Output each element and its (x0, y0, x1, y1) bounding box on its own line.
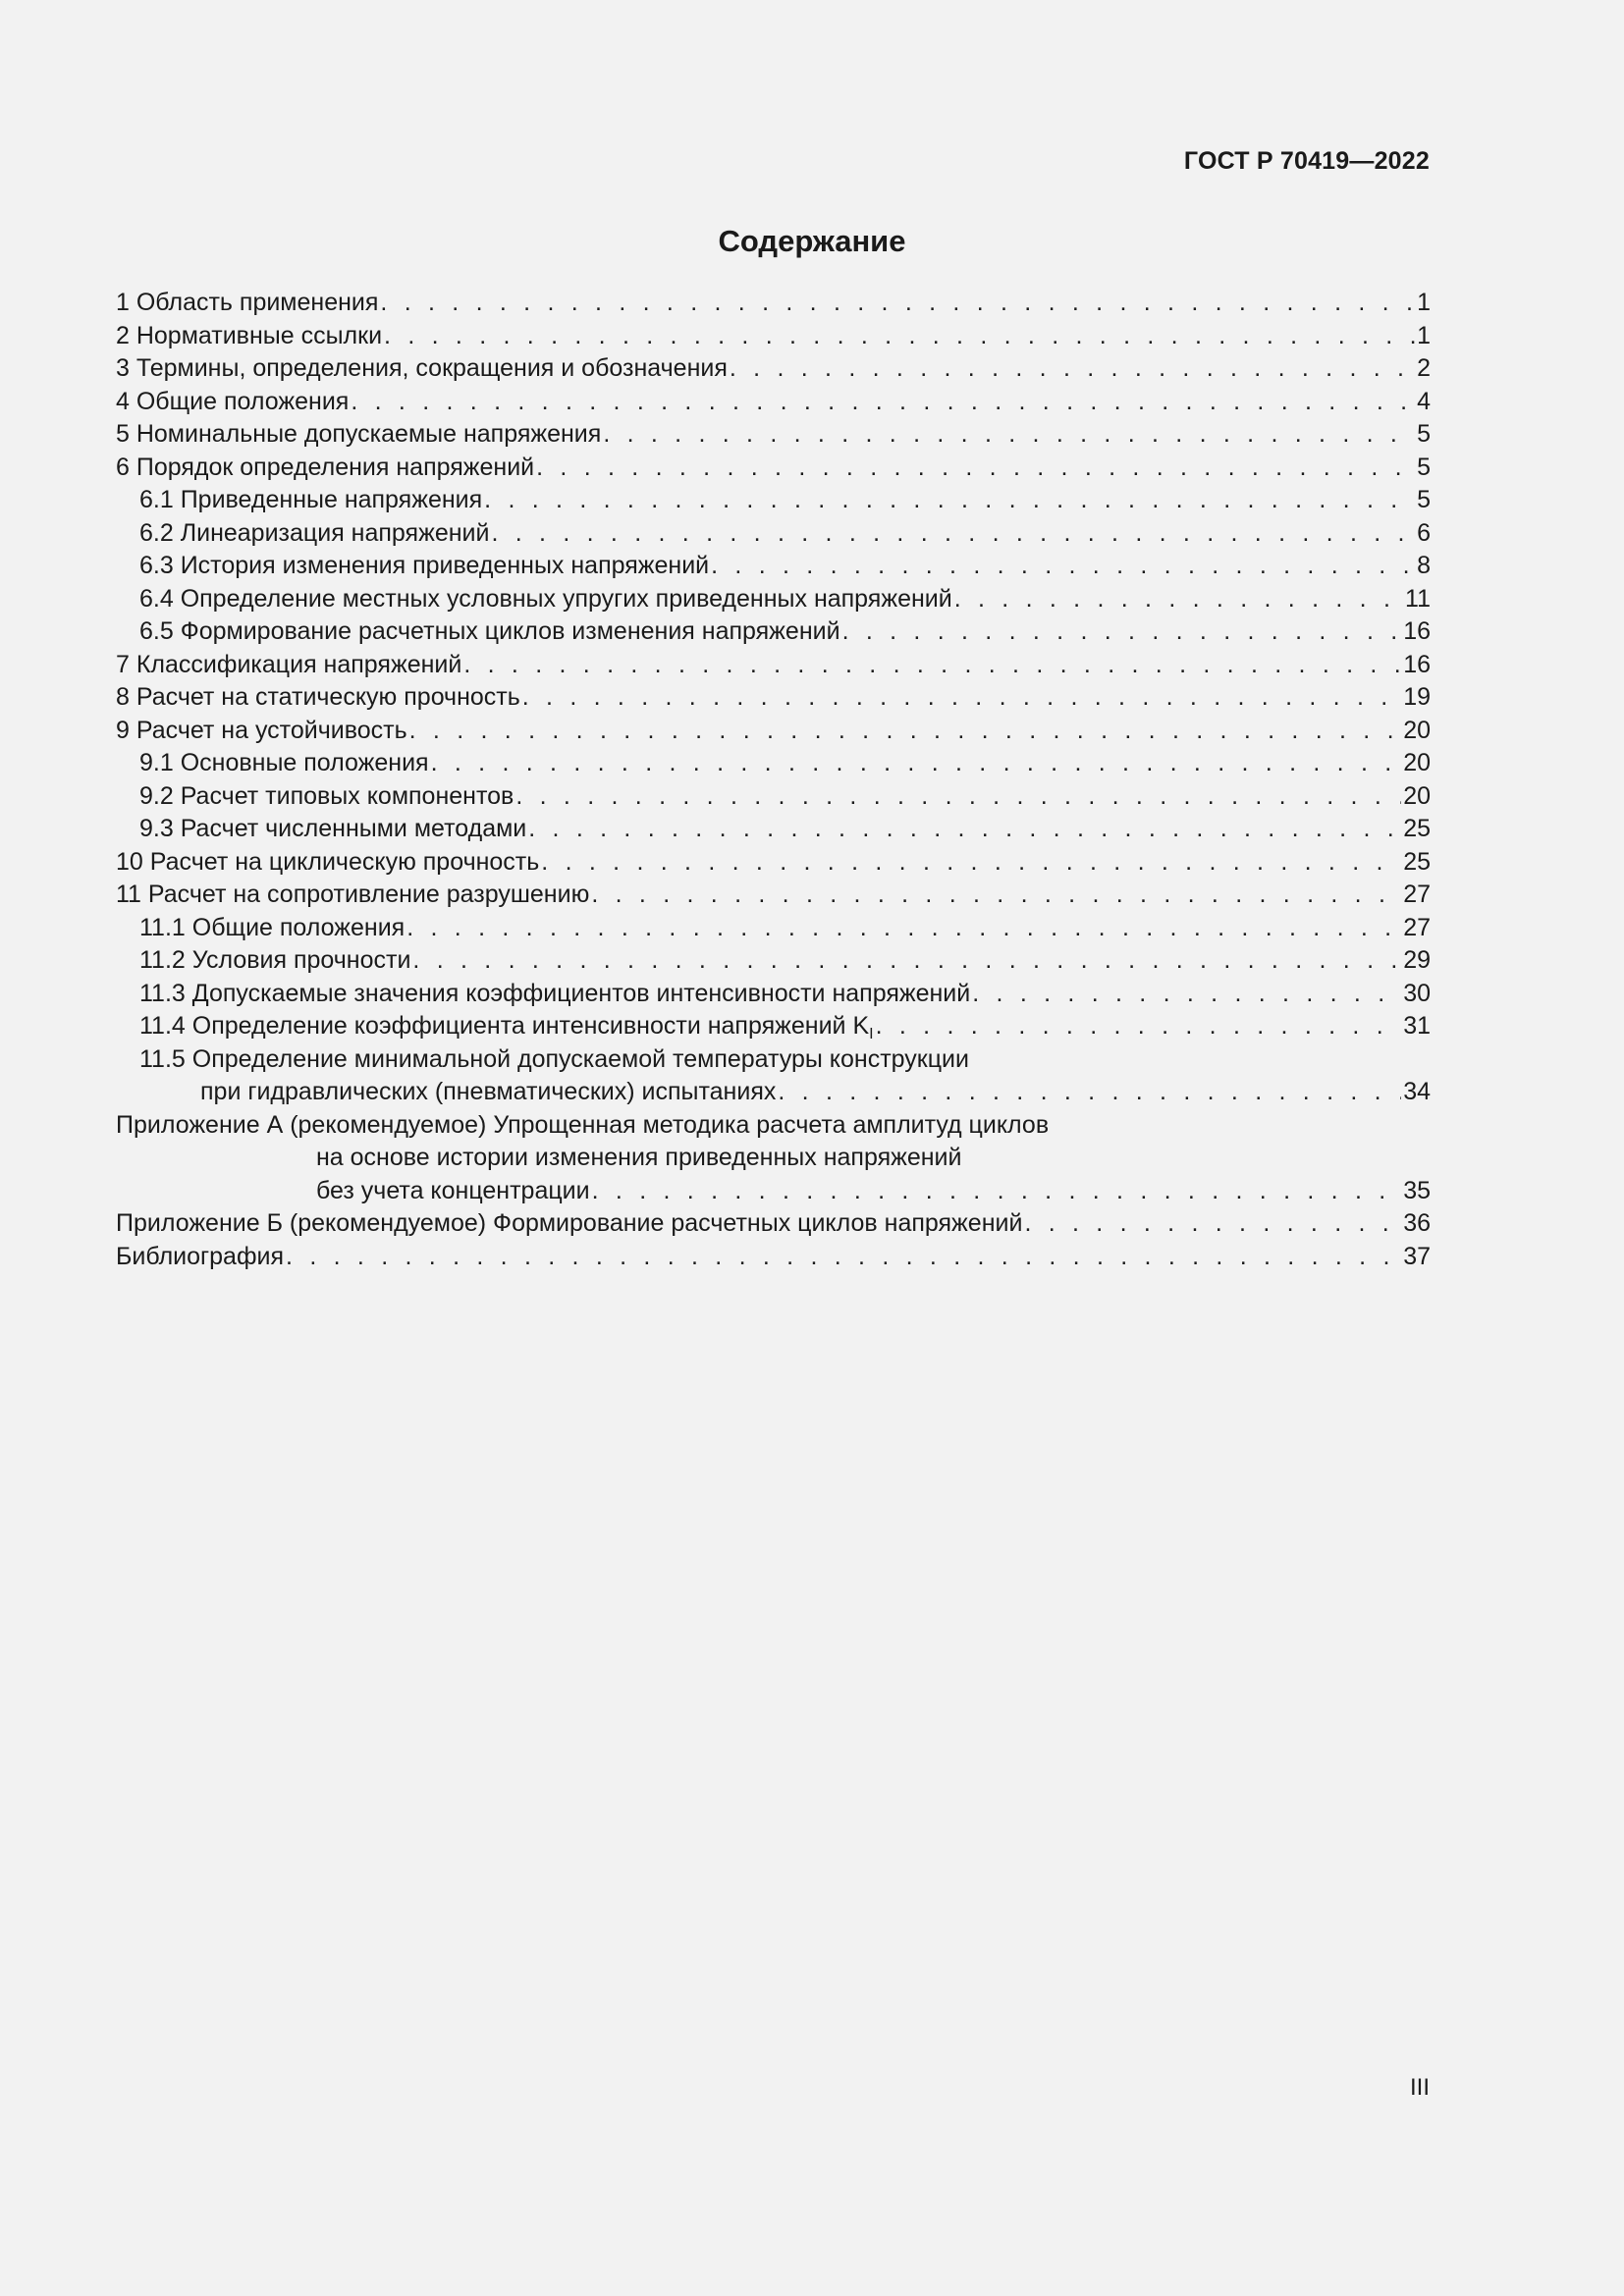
toc-entry-label: 11.2 Условия прочности (139, 946, 411, 974)
toc-leader-dots (541, 846, 1401, 880)
toc-entry-label: 6.2 Линеаризация напряжений (139, 518, 490, 547)
toc-entry-page: 8 (1417, 552, 1431, 579)
toc-entry-label: 2 Нормативные ссылки (116, 321, 383, 349)
document-code: ГОСТ Р 70419—2022 (1183, 147, 1430, 175)
toc-entry-label: 8 Расчет на статическую прочность (116, 683, 520, 711)
toc-leader-dots (484, 484, 1415, 517)
toc-leader-dots (351, 386, 1415, 419)
toc-entry-page: 27 (1403, 881, 1431, 908)
toc-entry[interactable] (116, 386, 1431, 419)
toc-entry[interactable] (116, 944, 1431, 978)
toc-entry[interactable] (116, 747, 1431, 780)
toc-entry-page: 20 (1403, 781, 1431, 810)
toc-entry-label: 5 Номинальные допускаемые напряжения (116, 420, 602, 448)
toc-entry[interactable] (116, 1241, 1431, 1274)
toc-entry[interactable] (116, 1076, 1431, 1109)
toc-entry-page: 20 (1403, 749, 1431, 776)
toc-entry-label: при гидравлических (пневматических) испытаниях (200, 1078, 777, 1105)
toc-leader-dots (380, 287, 1415, 320)
toc-leader-dots (778, 1076, 1401, 1109)
toc-entry[interactable] (116, 846, 1431, 880)
toc-entry-label: 6.3 История изменения приведенных напряжений (139, 552, 710, 579)
table-of-contents (116, 287, 1431, 1273)
toc-entry-label: 9.2 Расчет типовых компонентов (139, 781, 514, 810)
toc-leader-dots (876, 1010, 1402, 1043)
toc-entry[interactable] (116, 1207, 1431, 1241)
toc-entry-label: Приложение Б (рекомендуемое) Формирование расчетных циклов напряжений (116, 1209, 1023, 1237)
toc-entry-label: 11.1 Общие положения (139, 913, 406, 941)
toc-entry-page: 36 (1403, 1209, 1431, 1237)
toc-entry-label: 6.1 Приведенные напряжения (139, 486, 483, 513)
toc-entry-label: без учета концентрации (316, 1176, 590, 1204)
toc-leader-dots (463, 649, 1401, 682)
page-title: Содержание (718, 224, 906, 258)
toc-entry-page: 5 (1417, 420, 1431, 448)
toc-entry-page: 6 (1417, 518, 1431, 547)
toc-entry-label: 9 Расчет на устойчивость (116, 716, 407, 744)
toc-entry-page: 19 (1403, 683, 1431, 711)
subscript: I (869, 1026, 874, 1042)
toc-leader-dots (286, 1241, 1401, 1274)
toc-leader-dots (406, 912, 1401, 945)
toc-entry[interactable] (116, 452, 1431, 485)
toc-entry[interactable] (116, 978, 1431, 1011)
toc-entry[interactable] (116, 320, 1431, 353)
toc-entry-label: 10 Расчет на циклическую прочность (116, 847, 540, 876)
toc-entry-label: 11 Расчет на сопротивление разрушению (116, 881, 590, 908)
toc-entry[interactable] (116, 1043, 1431, 1077)
toc-entry-label: 9.1 Основные положения (139, 749, 429, 776)
toc-entry[interactable] (116, 352, 1431, 386)
toc-leader-dots (730, 352, 1415, 386)
toc-entry[interactable] (116, 418, 1431, 452)
toc-entry-page: 27 (1403, 913, 1431, 941)
toc-entry-label: 4 Общие положения (116, 387, 350, 415)
toc-entry-page: 31 (1403, 1012, 1431, 1040)
toc-leader-dots (842, 615, 1402, 649)
toc-leader-dots (1024, 1207, 1401, 1241)
toc-entry-label: 11.3 Допускаемые значения коэффициентов интенсивности напряжений (139, 979, 971, 1007)
toc-entry-label: 6.4 Определение местных условных упругих приведенных напряжений (139, 584, 952, 613)
toc-entry[interactable] (116, 1142, 1431, 1175)
toc-entry-page: 34 (1403, 1078, 1431, 1105)
toc-entry-page: 1 (1417, 289, 1431, 316)
toc-entry-label: 7 Классификация напряжений (116, 650, 462, 678)
toc-leader-dots (431, 747, 1402, 780)
toc-entry-label: 9.3 Расчет численными методами (139, 815, 527, 842)
toc-entry[interactable] (116, 615, 1431, 649)
toc-entry-page: 2 (1417, 354, 1431, 382)
toc-entry[interactable] (116, 813, 1431, 846)
toc-entry-page: 5 (1417, 486, 1431, 513)
page-number: III (1409, 2074, 1430, 2101)
toc-leader-dots (592, 1175, 1402, 1208)
toc-entry-page: 25 (1403, 815, 1431, 842)
toc-entry-label: 6.5 Формирование расчетных циклов изменения напряжений (139, 617, 840, 645)
toc-entry-label-text: 11.4 Определение коэффициента интенсивности напряжений K (139, 1012, 870, 1040)
toc-leader-dots (603, 418, 1415, 452)
toc-entry[interactable] (116, 1010, 1431, 1043)
toc-entry[interactable] (116, 1109, 1431, 1143)
toc-entry-page: 25 (1403, 847, 1431, 876)
toc-entry-label: Приложение А (рекомендуемое) Упрощенная методика расчета амплитуд циклов (116, 1110, 1050, 1139)
toc-leader-dots (409, 715, 1402, 748)
toc-entry[interactable] (116, 517, 1431, 551)
toc-leader-dots (711, 550, 1415, 583)
toc-leader-dots (412, 944, 1401, 978)
toc-entry[interactable] (116, 879, 1431, 912)
toc-entry[interactable] (116, 715, 1431, 748)
toc-entry[interactable] (116, 1175, 1431, 1208)
toc-leader-dots (528, 813, 1401, 846)
toc-entry-page: 11 (1405, 584, 1431, 613)
toc-entry-label: 1 Область применения (116, 289, 379, 316)
toc-entry-page: 20 (1403, 716, 1431, 744)
toc-entry-label: 11.5 Определение минимальной допускаемой температуры конструкции (139, 1044, 969, 1073)
toc-entry-label: 6 Порядок определения напряжений (116, 453, 535, 481)
toc-leader-dots (972, 978, 1401, 1011)
toc-entry-page: 16 (1403, 617, 1431, 645)
toc-entry-page: 5 (1417, 453, 1431, 481)
toc-leader-dots (522, 681, 1401, 715)
toc-leader-dots (515, 780, 1401, 814)
toc-entry[interactable] (116, 484, 1431, 517)
toc-entry-page: 29 (1403, 946, 1431, 974)
toc-entry[interactable] (116, 912, 1431, 945)
toc-leader-dots (491, 517, 1415, 551)
toc-entry[interactable] (116, 583, 1431, 616)
toc-entry[interactable] (116, 287, 1431, 320)
toc-entry[interactable] (116, 780, 1431, 814)
toc-leader-dots (384, 320, 1415, 353)
toc-leader-dots (954, 583, 1403, 616)
toc-entry[interactable] (116, 649, 1431, 682)
toc-entry-page: 35 (1403, 1176, 1431, 1204)
toc-leader-dots (536, 452, 1415, 485)
toc-entry-page: 16 (1403, 650, 1431, 678)
toc-entry-label: 3 Термины, определения, сокращения и обозначения (116, 354, 728, 382)
toc-entry-page: 4 (1417, 387, 1431, 415)
toc-entry-page: 1 (1417, 321, 1431, 349)
toc-entry[interactable] (116, 681, 1431, 715)
toc-entry-label: Библиография (116, 1242, 285, 1270)
toc-leader-dots (591, 879, 1401, 912)
toc-entry-label: на основе истории изменения приведенных напряжений (316, 1144, 962, 1171)
toc-entry-page: 30 (1403, 979, 1431, 1007)
toc-entry[interactable] (116, 550, 1431, 583)
toc-entry-page: 37 (1403, 1242, 1431, 1270)
